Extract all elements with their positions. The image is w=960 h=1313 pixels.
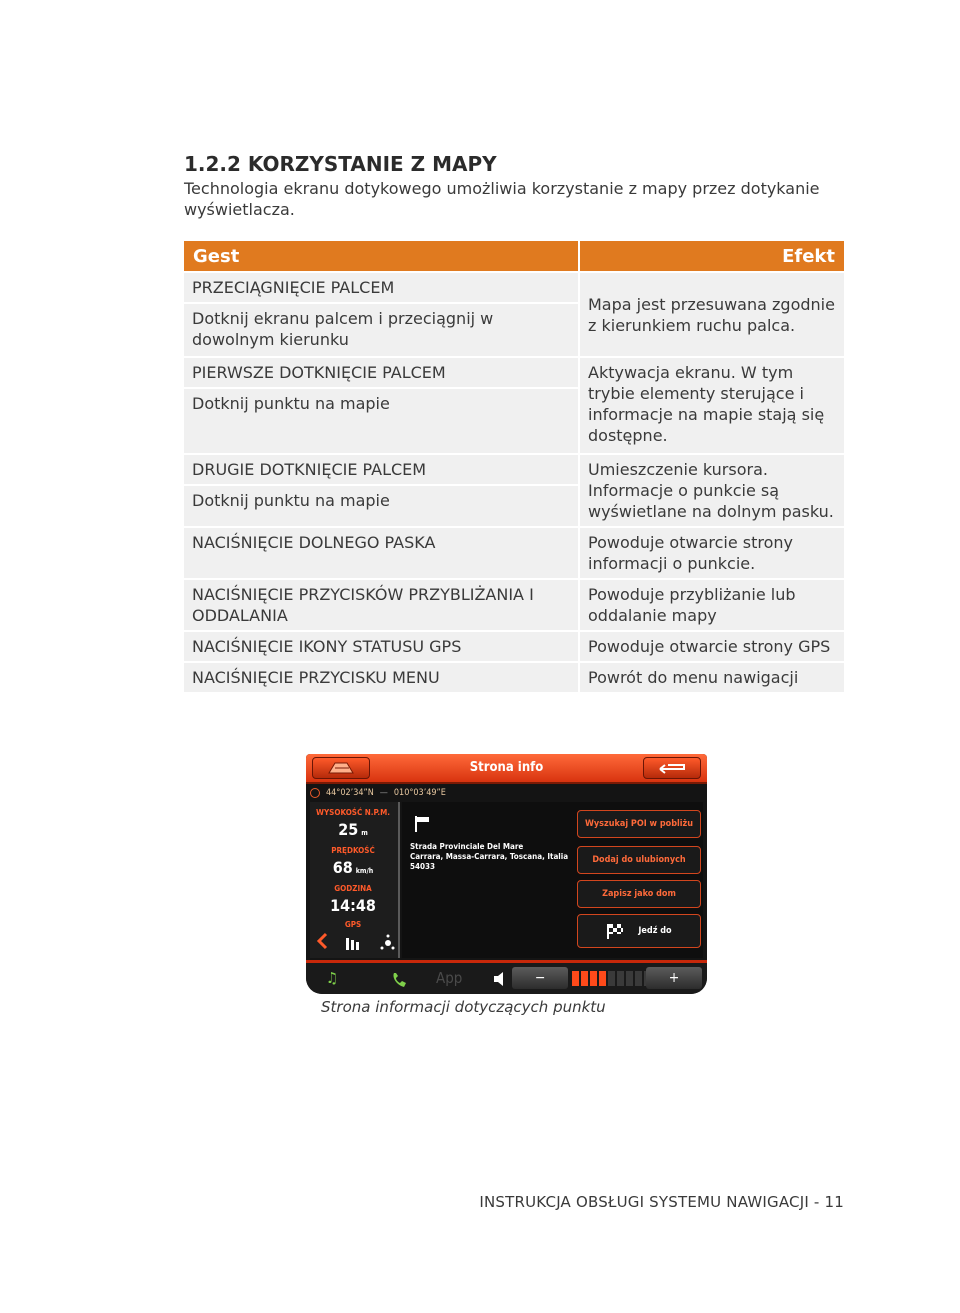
speed-value: 68 km/h [332,858,374,877]
volume-segment [590,971,597,986]
screen-titlebar [306,754,707,784]
time-label: GODZINA [334,884,372,893]
table-row [184,453,844,484]
table-row [184,271,844,302]
point-address: Strada Provinciale Del Mare Carrara, Massa-Carrara, Toscana, Italia 54033 [410,842,569,871]
speaker-icon [492,971,508,987]
gesture-name: NACIŚNIĘCIE PRZYCISKÓW PRZYBLIŻANIA I ODDALANIA [184,578,578,630]
phone-icon[interactable] [390,971,408,989]
point-info-panel [402,802,703,958]
save-home-button[interactable]: Zapisz jako dom [577,880,701,908]
gesture-effect: Powoduje otwarcie strony informacji o punkcie. [578,526,844,578]
gesture-name: DRUGIE DOTKNIĘCIE PALCEM [184,453,578,484]
app-button[interactable]: App [436,969,463,987]
gps-status[interactable] [316,930,398,952]
add-favorite-button[interactable]: Dodaj do ulubionych [577,846,701,874]
signpost-icon [412,814,432,832]
volume-segment [617,971,624,986]
gps-status-icon [316,930,398,952]
volume-segment [581,971,588,986]
navigation-screenshot [306,754,707,994]
header-gest: Gest [184,241,578,271]
screen-title: Strona info [469,760,544,775]
volume-segment [626,971,633,986]
gesture-effect: Umieszczenie kursora. Informacje o punkcie są wyświetlane na dolnym pasku. [578,453,844,526]
gesture-name: PRZECIĄGNIĘCIE PALCEM [184,271,578,302]
gesture-effect: Powoduje przybliżanie lub oddalanie mapy [578,578,844,630]
volume-segment [599,971,606,986]
table-row [184,630,844,661]
table-row [184,661,844,692]
gps-label: GPS [344,920,362,929]
info-sidebar [310,802,400,958]
gesture-name: NACIŚNIĘCIE PRZYCISKU MENU [184,661,578,692]
table-row [184,526,844,578]
longitude: 010°03’49”E [393,788,446,798]
altitude-value: 25 m [338,820,368,839]
altitude-label: WYSOKOŚĆ N.P.M. [316,808,390,817]
gesture-effect: Powrót do menu nawigacji [578,661,844,692]
coordinate-separator: — [379,788,388,798]
volume-segment [608,971,615,986]
gesture-description: Dotknij punktu na mapie [184,484,578,526]
back-button[interactable] [643,757,701,779]
gesture-name: PIERWSZE DOTKNIĘCIE PALCEM [184,356,578,387]
search-poi-button[interactable]: Wyszukaj POI w pobliżu [577,810,701,838]
gesture-name: NACIŚNIĘCIE DOLNEGO PASKA [184,526,578,578]
volume-down-button[interactable]: − [512,967,568,989]
table-row [184,578,844,630]
speed-label: PRĘDKOŚĆ [331,846,375,855]
navigate-to-label: Jedź do [638,926,672,936]
bottom-bar [306,960,707,994]
figure-caption: Strona informacji dotyczących punktu [321,998,606,1016]
gesture-effect: Aktywacja ekranu. W tym trybie elementy sterujące i informacje na mapie stają się dostępne. [578,356,844,453]
page-footer: INSTRUKCJA OBSŁUGI SYSTEMU NAWIGACJI - 11 [479,1193,844,1211]
gesture-description: Dotknij punktu na mapie [184,387,578,453]
volume-up-button[interactable]: + [646,967,702,989]
coordinates-bar [310,785,703,801]
gesture-name: NACIŚNIĘCIE IKONY STATUSU GPS [184,630,578,661]
section-heading: 1.2.2 KORZYSTANIE Z MAPY [184,152,497,176]
volume-segment [572,971,579,986]
gesture-table [184,241,844,692]
music-icon[interactable]: ♫ [326,969,339,987]
gesture-description: Dotknij ekranu palcem i przeciągnij w dowolnym kierunku [184,302,578,356]
table-row [184,356,844,387]
gesture-effect: Powoduje otwarcie strony GPS [578,630,844,661]
time-value: 14:48 [330,896,376,915]
checkered-flag-icon [606,923,624,939]
header-efekt: Efekt [578,241,844,271]
latitude: 44°02’34”N [326,788,374,798]
position-icon [310,788,320,798]
navigate-to-button[interactable] [577,914,701,948]
gesture-effect: Mapa jest przesuwana zgodnie z kierunkiem ruchu palca. [578,271,844,356]
section-intro: Technologia ekranu dotykowego umożliwia korzystanie z mapy przez dotykanie wyświetlacza. [184,179,820,219]
back-arrow-icon [644,758,700,778]
volume-segment [635,971,642,986]
